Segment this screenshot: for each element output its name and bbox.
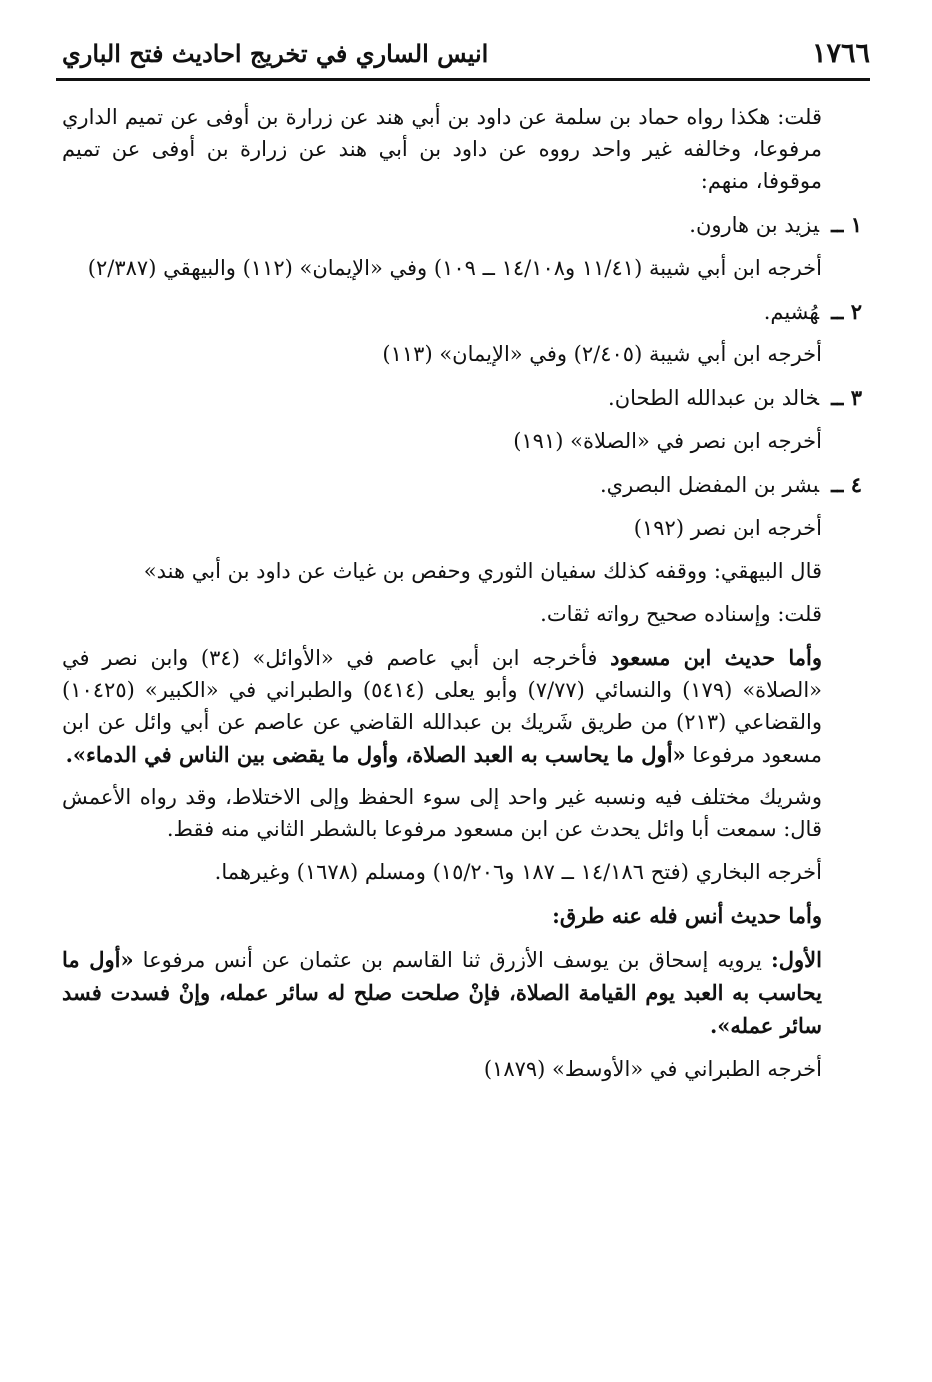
takhrij-2: أخرجه ابن أبي شيبة (٢/٤٠٥) وفي «الإيمان» (١١٣) <box>382 342 822 367</box>
takhrij-bukhari: أخرجه البخاري (فتح ١٤/١٨٦ ــ ١٨٧ و١٥/٢٠٦) ومسلم (١٦٧٨) وغيرهما. <box>214 860 822 885</box>
paragraph-text: فأخرجه ابن أبي عاصم في «الأوائل» (٣٤) وابن نصر في «الصلاة» (١٧٩) والنسائي (٧/٧٧) وأبو يعلى (٥٤١٤) والطبراني في «الكبير» (١٠٤٢٥) والقضاعي (٢١٣) من طريق شَريك بن عبدالله القاضي عن عاصم عن أبي وائل عن ابن مسعود مرفوعا <box>62 645 823 767</box>
running-title: انيس الساري في تخريج احاديث فتح الباري <box>62 38 489 68</box>
list-item-1 <box>62 209 862 242</box>
list-item-4 <box>62 469 862 502</box>
narrator-name: بشر بن المفضل البصري. <box>599 473 820 498</box>
bayhaqi-quote: قال البيهقي: ووقفه كذلك سفيان الثوري وحفص بن غياث عن داود بن أبي هند» <box>143 558 822 583</box>
section-heading-anas <box>62 900 862 933</box>
section-heading: وأما حديث أنس فله عنه طرق: <box>552 903 822 929</box>
hadith-text: «أول ما يحاسب به العبد يوم القيامة الصلاة، فإنْ صلحت صلح له سائر عمله، وإنْ فسدت فسد سائر عمله». <box>62 947 822 1038</box>
takhrij-4: أخرجه ابن نصر (١٩٢) <box>633 516 822 541</box>
paragraph-text: يرويه إسحاق بن يوسف الأزرق ثنا القاسم بن عثمان عن أنس مرفوعا <box>142 948 763 973</box>
page-body <box>62 102 862 1097</box>
narrator-name: خالد بن عبدالله الطحان. <box>608 386 820 411</box>
narrator-name: يزيد بن هارون. <box>689 212 820 237</box>
page-header <box>62 30 870 76</box>
item-number: ١ ــ <box>831 211 862 237</box>
grading-note: قلت: وإسناده صحيح رواته ثقات. <box>540 601 822 626</box>
item-number: ٤ ــ <box>831 472 862 498</box>
list-item-2 <box>62 296 862 329</box>
takhrij-1: أخرجه ابن أبي شيبة (١١/٤١ و١٤/١٠٨ ــ ١٠٩) وفي «الإيمان» (١١٢) والبيهقي (٢/٣٨٧) <box>87 255 822 280</box>
paragraph-first-route <box>62 944 862 1043</box>
section-lead: الأول: <box>771 947 822 973</box>
takhrij-3: أخرجه ابن نصر في «الصلاة» (١٩١) <box>513 429 822 454</box>
narrator-name: هُشيم. <box>763 299 820 324</box>
section-lead: وأما حديث ابن مسعود <box>610 644 822 670</box>
item-number: ٢ ــ <box>831 298 862 324</box>
takhrij-tabarani: أخرجه الطبراني في «الأوسط» (١٨٧٩) <box>483 1056 822 1081</box>
item-number: ٣ ــ <box>831 385 862 411</box>
header-rule <box>56 78 870 81</box>
hadith-text: «أول ما يحاسب به العبد الصلاة، وأول ما يقضى بين الناس في الدماء». <box>65 741 686 767</box>
paragraph-ibn-masud <box>62 642 862 772</box>
paragraph-intro: قلت: هكذا رواه حماد بن سلمة عن داود بن أبي هند عن زرارة بن أوفى عن تميم الداري مرفوعا، وخالفه غير واحد رووه عن داود بن أبي هند عن زرارة بن أوفى عن تميم موقوفا، منهم: <box>62 105 822 193</box>
page-number: ١٧٦٦ <box>811 37 870 69</box>
paragraph-sharik: وشريك مختلف فيه ونسبه غير واحد إلى سوء الحفظ وإلى الاختلاط، وقد رواه الأعمش قال: سمعت أبا وائل يحدث عن ابن مسعود مرفوعا بالشطر الثاني منه فقط. <box>62 785 822 842</box>
list-item-3 <box>62 382 862 415</box>
